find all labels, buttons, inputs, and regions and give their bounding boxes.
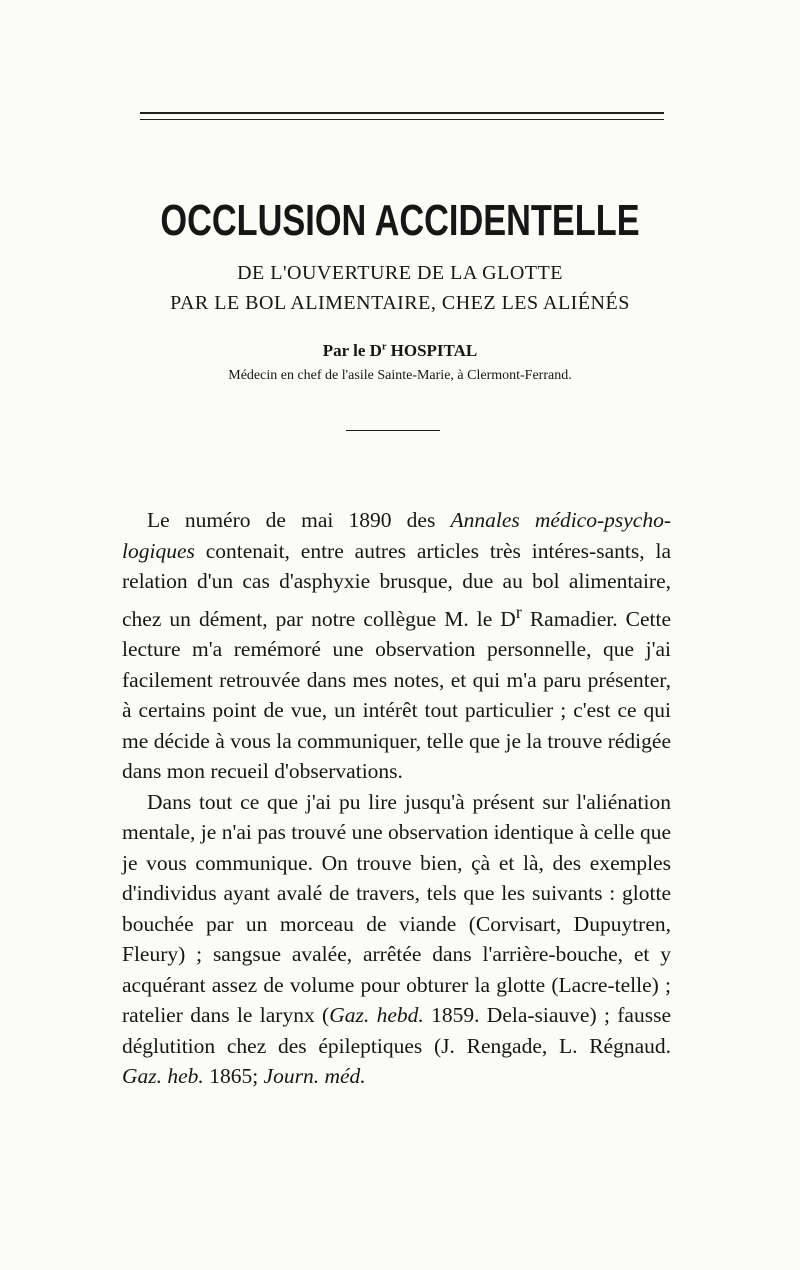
p2-text-b: 1859. Dela-siauve) ; fausse déglutition chez des épileptiques (J. Rengade, L. Régnaud. <box>122 1003 671 1058</box>
article-subtitle-line2: PAR LE BOL ALIMENTAIRE, CHEZ LES ALIÉNÉS <box>170 292 630 314</box>
author-byline <box>0 341 800 361</box>
section-divider <box>346 430 440 431</box>
author-name: HOSPITAL <box>386 341 478 360</box>
p2-text-a: Dans tout ce que j'ai pu lire jusqu'à présent sur l'aliénation mentale, je n'ai pas trouvé une observation identique à celle que je vous communique. On trouve bien, çà et là, des exemples d'individus ayant avalé de travers, tels que les suivants : glotte bouchée par un morceau de viande (Corvisart, Dupuytren, Fleury) ; sangsue avalée, arrêtée dans l'arrière-bouche, et y acquérant assez de volume pour obturer la glotte (Lacre-telle) ; ratelier dans le larynx ( <box>122 789 671 1028</box>
article-body <box>122 505 671 1092</box>
article-subtitle-line1: DE L'OUVERTURE DE LA GLOTTE <box>237 262 563 284</box>
p2-text-c: 1865; <box>203 1064 264 1089</box>
header-double-rule-bottom <box>140 119 664 120</box>
p1-superscript: r <box>515 601 522 622</box>
paragraph-1 <box>122 505 671 787</box>
paragraph-2 <box>122 787 671 1092</box>
header-double-rule-top <box>140 112 664 114</box>
citation-gaz-heb: Gaz. heb. <box>122 1064 204 1089</box>
byline-prefix: Par le D <box>322 341 382 360</box>
p1-text-a: Le numéro de mai 1890 des <box>147 508 451 532</box>
journal-title-annales: Annales médico-psycho-logiques <box>122 508 671 563</box>
byline-superscript: r <box>381 341 387 353</box>
author-affiliation: Médecin en chef de l'asile Sainte-Marie, à Clermont-Ferrand. <box>228 368 572 383</box>
p1-text-c: Ramadier. Cette lecture m'a remémoré une observation personnelle, que j'ai facilement retrouvée dans mes notes, et qui m'a paru présenter, à certains point de vue, un intérêt tout particulier ; c'est ce qui me décide à vous la communiquer, telle que je la trouve rédigée dans mon recueil d'observations. <box>122 606 671 784</box>
p1-text-b: contenait, entre autres articles très intéres-sants, la relation d'un cas d'asphyxie brusque, due au bol alimentaire, chez un dément, par notre collègue M. le D <box>122 538 671 631</box>
article-title: OCCLUSION ACCIDENTELLE <box>160 196 640 245</box>
citation-journ-med: Journ. méd. <box>263 1064 366 1089</box>
citation-gaz-hebd: Gaz. hebd. <box>329 1003 424 1028</box>
